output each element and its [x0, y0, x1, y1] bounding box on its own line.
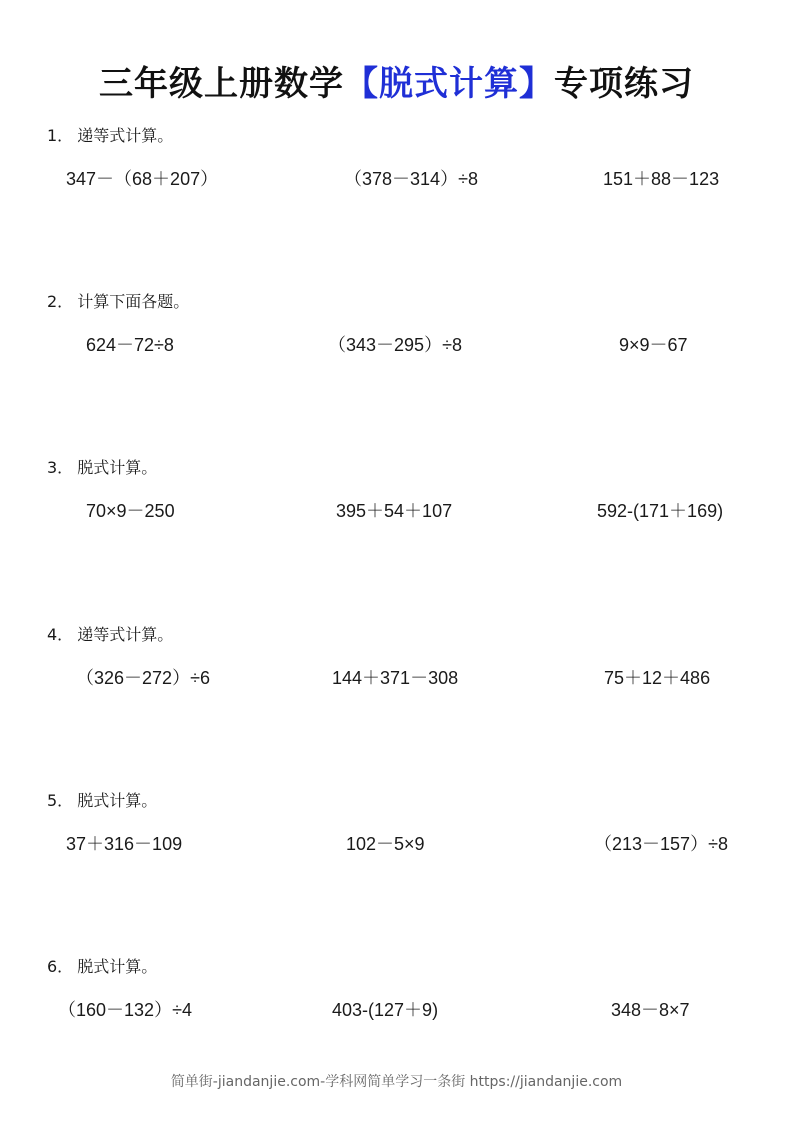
- expression: （160－132）÷4: [58, 1000, 192, 1020]
- question-instruction: 脱式计算。: [77, 957, 158, 976]
- expression: 102－5×9: [346, 834, 425, 854]
- question-instruction: 脱式计算。: [77, 791, 158, 810]
- question-instruction: 递等式计算。: [77, 625, 174, 644]
- question-1: [0, 123, 793, 243]
- title-highlight: 【脱式计算】: [344, 64, 554, 104]
- question-heading: [47, 455, 157, 478]
- question-3: [0, 455, 793, 575]
- expression: 624－72÷8: [86, 335, 174, 355]
- title-suffix: 专项练习: [554, 64, 694, 104]
- question-number: 1．: [47, 126, 74, 145]
- question-4: [0, 622, 793, 742]
- question-instruction: 递等式计算。: [77, 126, 174, 145]
- expression: 592-(171＋169): [597, 501, 724, 521]
- expression: 144＋371－308: [332, 668, 459, 688]
- expression: （343－295）÷8: [328, 335, 462, 355]
- question-heading: [47, 289, 189, 312]
- expression: 395＋54＋107: [336, 501, 453, 521]
- footer-watermark: 简单街-jiandanjie.com-学科网简单学习一条街 https://jiandanjie.com: [170, 1074, 623, 1090]
- expression: 9×9－67: [619, 335, 688, 355]
- question-number: 3．: [47, 458, 74, 477]
- question-heading: [47, 954, 157, 977]
- question-heading: [47, 123, 173, 146]
- question-heading: [47, 788, 157, 811]
- question-number: 5．: [47, 791, 74, 810]
- expression: 75＋12＋486: [604, 668, 711, 688]
- question-number: 2．: [47, 292, 74, 311]
- expression: 347－（68＋207）: [66, 169, 219, 189]
- expression: （326－272）÷6: [76, 668, 210, 688]
- expression: （378－314）÷8: [344, 169, 478, 189]
- question-2: [0, 289, 793, 409]
- question-5: [0, 788, 793, 908]
- question-number: 4．: [47, 625, 74, 644]
- question-6: [0, 954, 793, 1074]
- page-title: [0, 56, 793, 105]
- expression: 348－8×7: [611, 1000, 690, 1020]
- expression: 403-(127＋9): [332, 1000, 439, 1020]
- question-heading: [47, 622, 173, 645]
- expression: 37＋316－109: [66, 834, 183, 854]
- question-instruction: 脱式计算。: [77, 458, 158, 477]
- question-number: 6．: [47, 957, 74, 976]
- expression: 70×9－250: [86, 501, 175, 521]
- question-instruction: 计算下面各题。: [77, 292, 190, 311]
- expression: 151＋88－123: [603, 169, 720, 189]
- title-prefix: 三年级上册数学: [99, 64, 344, 104]
- expression: （213－157）÷8: [594, 834, 728, 854]
